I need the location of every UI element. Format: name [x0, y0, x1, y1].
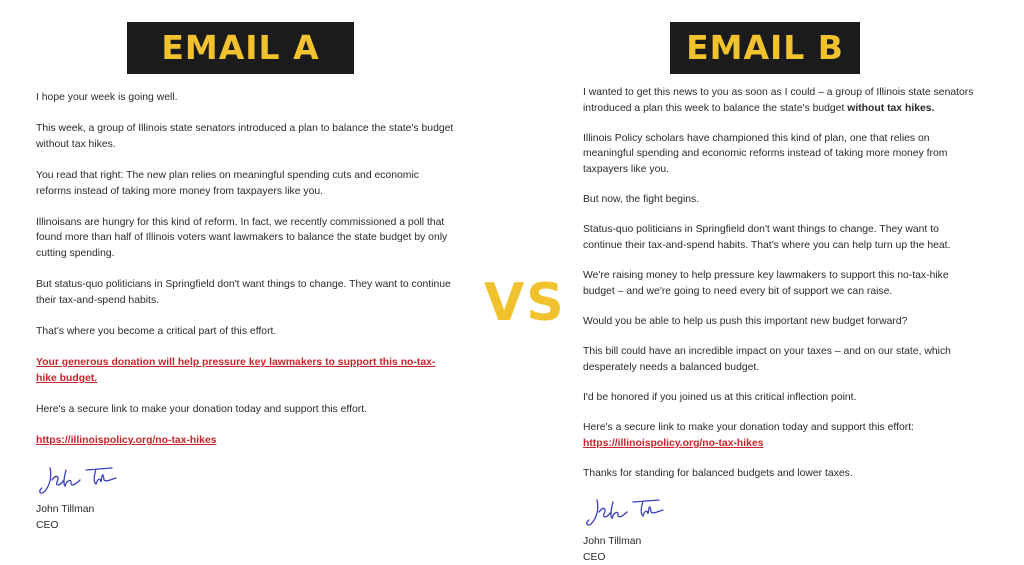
email-a-paragraph: That's where you become a critical part of this effort.: [36, 325, 277, 337]
email-a-paragraph: But status-quo politicians in Springfield don't want things to change. They want to continue their tax-and-spend habits.: [36, 279, 451, 306]
email-a-link-intro: Here's a secure link to make your donation today and support this effort.: [36, 403, 368, 415]
email-a-signer-title: CEO: [36, 519, 59, 531]
email-a-paragraph: This week, a group of Illinois state senators introduced a plan to balance the state's budget without tax hikes.: [36, 123, 454, 150]
email-a-donation-link[interactable]: https://illinoispolicy.org/no-tax-hikes: [36, 435, 217, 447]
email-b-donation-link[interactable]: https://illinoispolicy.org/no-tax-hikes: [583, 437, 764, 449]
email-a-paragraph: Illinoisans are hungry for this kind of reform. In fact, we recently commissioned a poll that found more than half of Illinois voters want lawmakers to balance the state budget by only cutting spending.: [36, 216, 448, 259]
email-b-paragraph: Illinois Policy scholars have championed this kind of plan, one that relies on meaningful spending and economic reforms instead of taking more money from taxpayers like you.: [583, 132, 948, 175]
email-a-body: [36, 90, 456, 533]
email-b-intro-bold: without tax hikes.: [847, 102, 935, 114]
email-b-paragraph: Would you be able to help us push this important new budget forward?: [583, 315, 908, 327]
email-b-intro-text: I wanted to get this news to you as soon as I could – a group of Illinois state senators introduced a plan this week to balance the state's budget: [583, 87, 974, 114]
signature-icon: [36, 464, 122, 498]
email-a-banner: EMAIL A: [127, 22, 354, 74]
email-a-paragraph: I hope your week is going well.: [36, 92, 178, 103]
email-b-closing: Thanks for standing for balanced budgets and lower taxes.: [583, 467, 853, 479]
email-b-link-block: [583, 420, 978, 451]
email-b-paragraph: We're raising money to help pressure key lawmakers to support this no-tax-hike budget – and we're going to need every bit of support we can raise.: [583, 270, 949, 297]
signature-icon: [583, 496, 669, 530]
email-b-paragraph: But now, the fight begins.: [583, 194, 700, 206]
email-b-link-intro: Here's a secure link to make your donation today and support this effort:: [583, 422, 915, 434]
email-a-donation-callout[interactable]: Your generous donation will help pressure key lawmakers to support this no-tax-hike budget.: [36, 357, 436, 384]
email-b-signer-name: John Tillman: [583, 536, 642, 548]
email-b-banner: EMAIL B: [670, 22, 860, 74]
email-a-signer-name: John Tillman: [36, 504, 95, 516]
email-b-paragraph: I'd be honored if you joined us at this critical inflection point.: [583, 391, 857, 403]
email-b-paragraph: This bill could have an incredible impact on your taxes – and on our state, which desperately needs a balanced budget.: [583, 346, 951, 373]
email-b-body: [583, 85, 978, 565]
email-b-paragraph: Status-quo politicians in Springfield don't want things to change. They want to continue their tax-and-spend habits. That's where you can help turn up the heat.: [583, 224, 951, 251]
email-a-paragraph: You read that right: The new plan relies on meaningful spending cuts and economic reforms instead of taking more money from taxpayers like you.: [36, 169, 419, 197]
email-b-signer-title: CEO: [583, 551, 606, 563]
versus-label: VS: [484, 273, 566, 333]
email-b-paragraph: [583, 85, 978, 116]
